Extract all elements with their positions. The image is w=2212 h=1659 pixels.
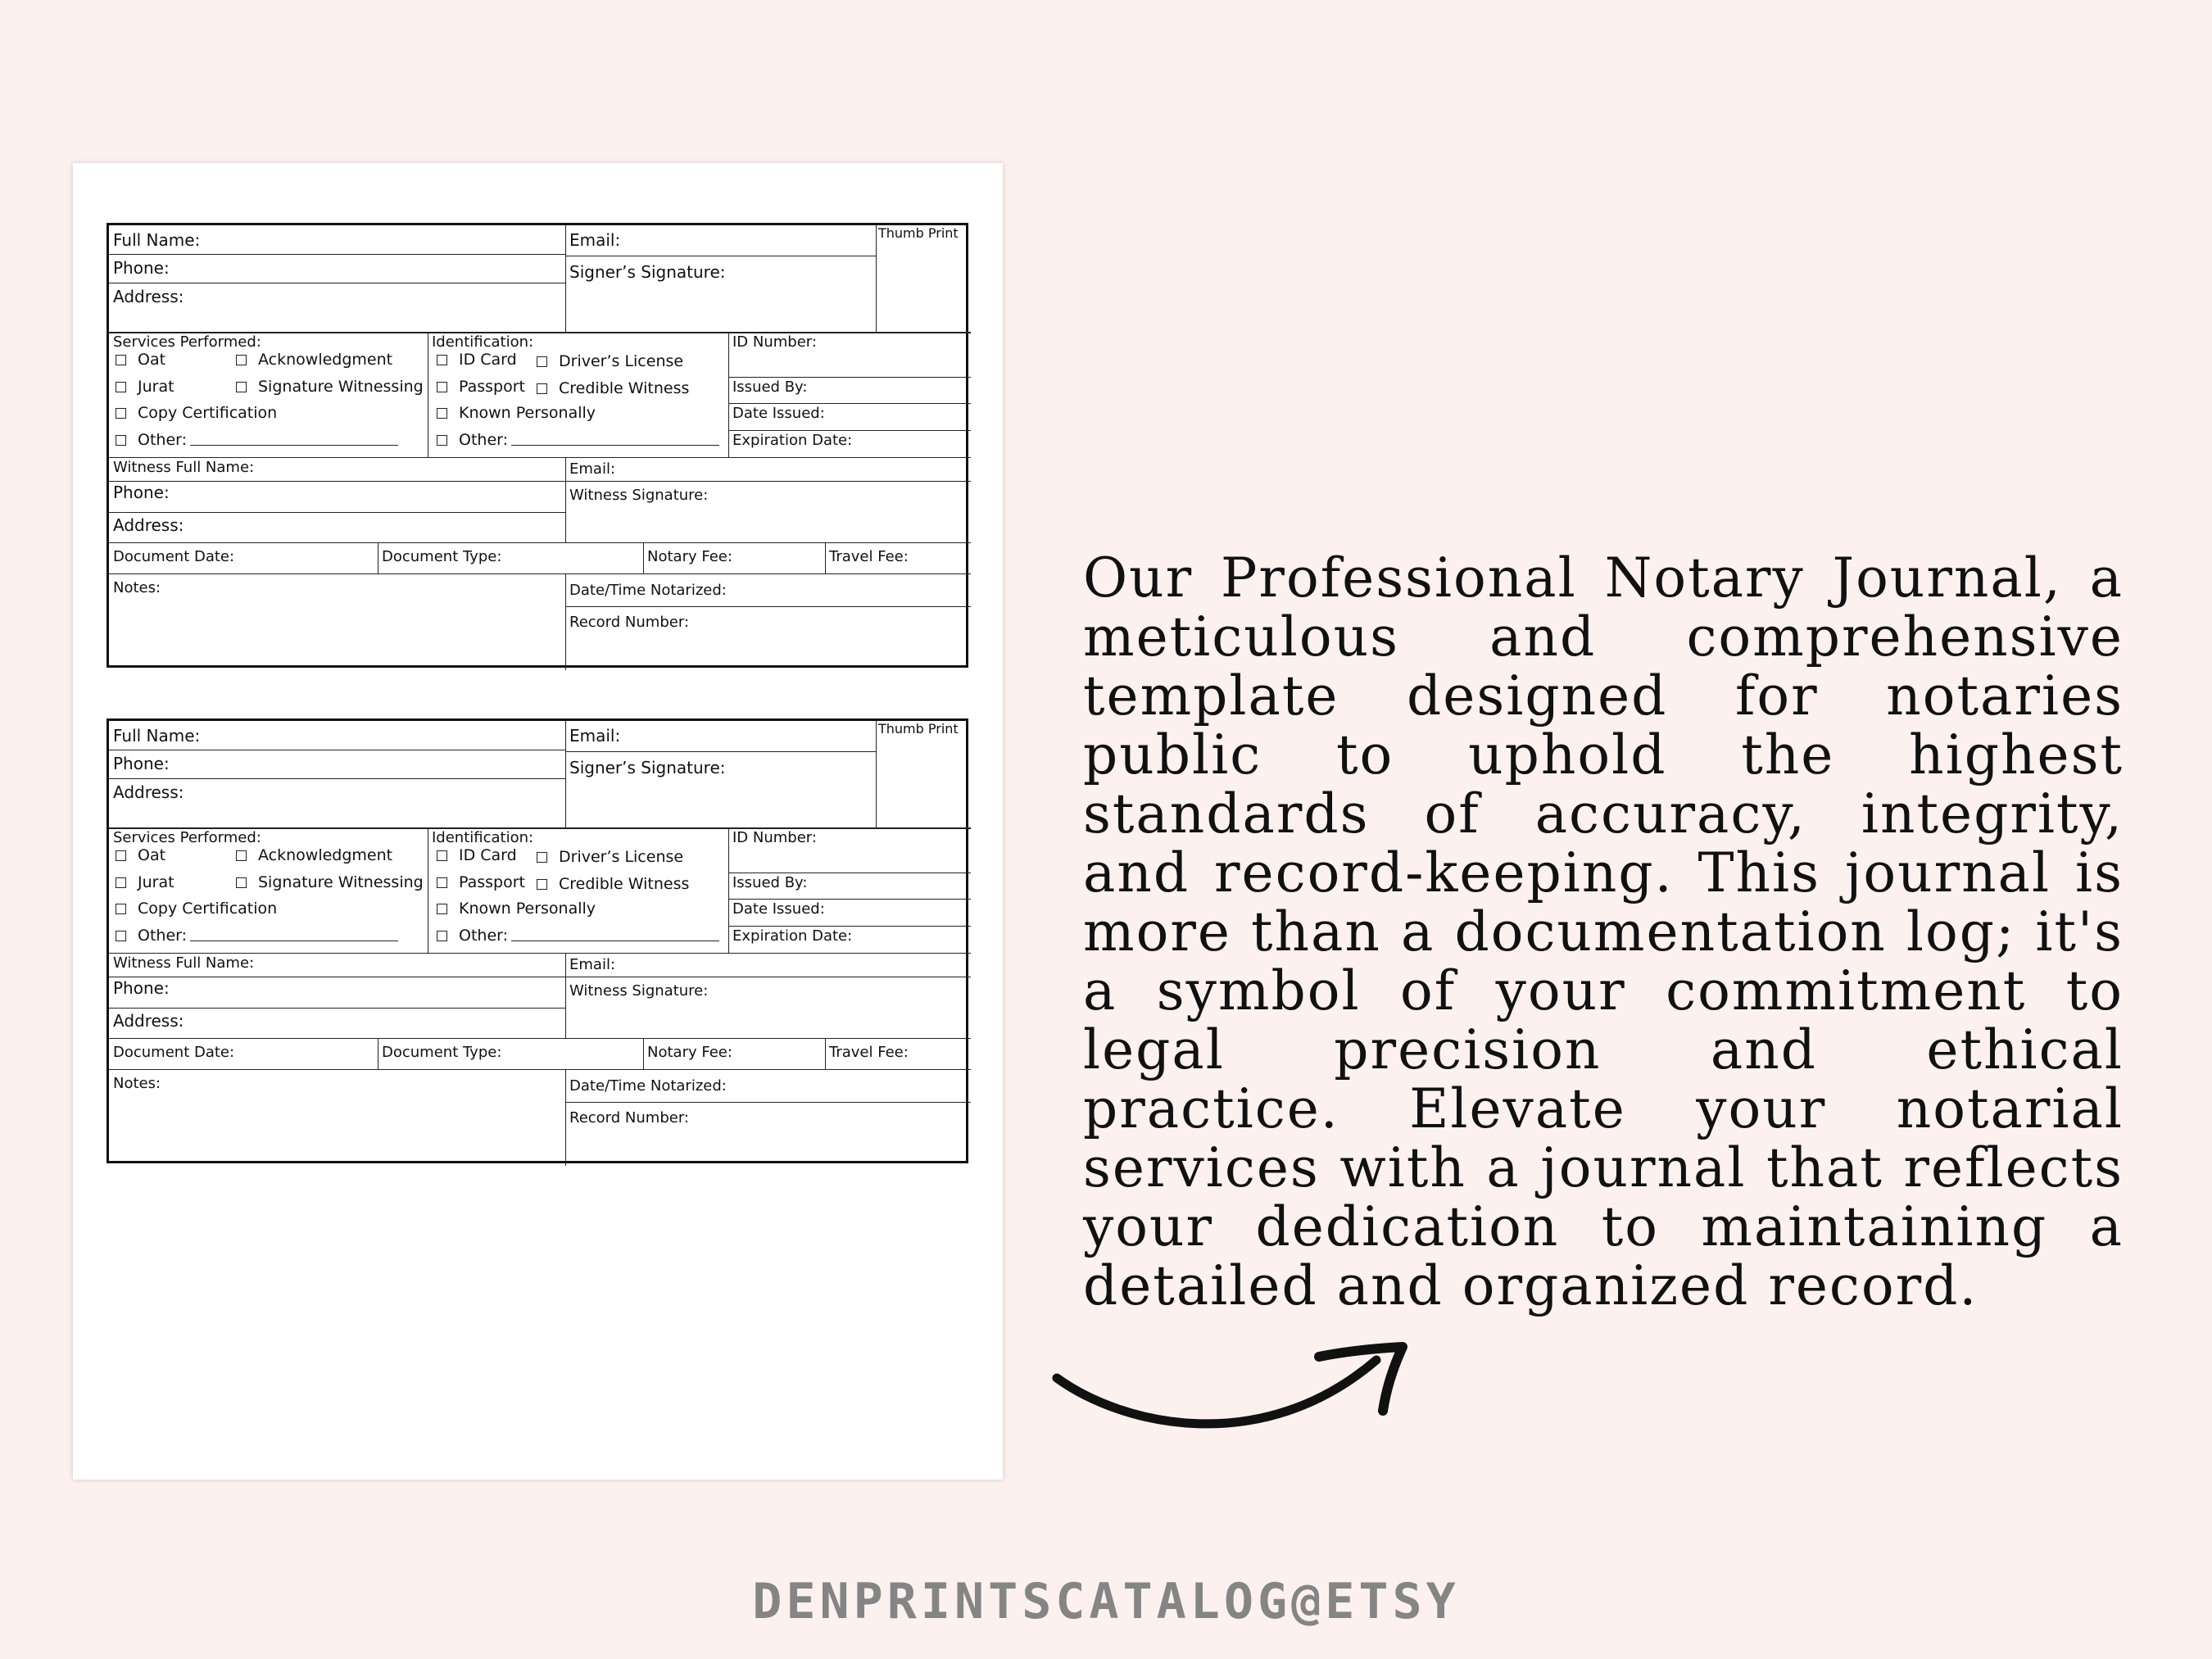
signers-signature-label: Signer’s Signature: (569, 758, 726, 777)
notary-fee-label: Notary Fee: (647, 548, 732, 565)
travel-fee-label: Travel Fee: (829, 548, 909, 565)
checkbox-icon[interactable] (437, 355, 447, 365)
issued-by-label: Issued By: (732, 378, 808, 396)
passport-option[interactable]: Passport (437, 873, 525, 891)
checkbox-icon[interactable] (116, 931, 126, 941)
service-other-option[interactable]: Other: (116, 431, 398, 449)
witness-address-label: Address: (113, 1011, 184, 1031)
checkbox-icon[interactable] (116, 435, 126, 446)
services-performed-label: Services Performed: (113, 829, 261, 846)
curved-arrow-icon (1049, 1335, 1426, 1466)
service-signature-witnessing-option[interactable]: Signature Witnessing (236, 378, 424, 396)
checkbox-icon[interactable] (116, 355, 126, 365)
id-number-label: ID Number: (732, 829, 817, 846)
date-issued-label: Date Issued: (732, 405, 825, 422)
checkbox-icon[interactable] (437, 382, 447, 392)
service-oat-option[interactable]: Oat (116, 846, 165, 864)
id-card-option[interactable]: ID Card (437, 846, 517, 864)
checkbox-icon[interactable] (116, 382, 126, 392)
expiration-date-label: Expiration Date: (732, 927, 853, 945)
service-other-option[interactable]: Other: (116, 927, 398, 945)
issued-by-label: Issued By: (732, 874, 808, 891)
signers-signature-label: Signer’s Signature: (569, 262, 726, 282)
service-acknowledgment-option[interactable]: Acknowledgment (236, 846, 392, 864)
service-oat-option[interactable]: Oat (116, 351, 165, 369)
service-acknowledgment-option[interactable]: Acknowledgment (236, 351, 392, 369)
witness-phone-label: Phone: (113, 483, 170, 502)
checkbox-icon[interactable] (236, 877, 247, 888)
datetime-notarized-label: Date/Time Notarized: (569, 1077, 727, 1095)
service-signature-witnessing-option[interactable]: Signature Witnessing (236, 873, 424, 891)
service-copy-certification-option[interactable]: Copy Certification (116, 900, 277, 918)
checkbox-icon[interactable] (116, 877, 126, 888)
id-other-option[interactable]: Other: (437, 431, 719, 449)
phone-label: Phone: (113, 258, 170, 278)
checkbox-icon[interactable] (537, 879, 547, 890)
travel-fee-label: Travel Fee: (829, 1044, 909, 1061)
checkbox-icon[interactable] (437, 877, 447, 888)
journal-entry (107, 223, 968, 668)
checkbox-icon[interactable] (116, 408, 126, 419)
notes-label: Notes: (113, 579, 161, 596)
address-label: Address: (113, 287, 184, 306)
email-label: Email: (569, 726, 621, 746)
drivers-license-option[interactable]: Driver’s License (537, 848, 683, 866)
journal-entry (107, 718, 968, 1163)
checkbox-icon[interactable] (116, 850, 126, 861)
product-description: Our Professional Notary Journal, a meticulous and comprehensive template designed for notaries public to uphold the highest standards of accuracy, integrity, and record-keeping. This journal is more than a documentation log; it's a symbol of your commitment to legal precision and ethical practice. Elevate your notarial services with a journal that reflects your dedication to maintaining a detailed and organized record. (1083, 546, 2124, 1317)
checkbox-icon[interactable] (437, 435, 447, 446)
notary-fee-label: Notary Fee: (647, 1044, 732, 1061)
email-label: Email: (569, 230, 621, 250)
record-number-label: Record Number: (569, 1109, 689, 1126)
checkbox-icon[interactable] (537, 383, 547, 394)
document-date-label: Document Date: (113, 548, 235, 565)
checkbox-icon[interactable] (437, 850, 447, 861)
shop-watermark: DENPRINTSCATALOG@ETSY (752, 1573, 1460, 1630)
checkbox-icon[interactable] (437, 904, 447, 914)
id-card-option[interactable]: ID Card (437, 351, 517, 369)
record-number-label: Record Number: (569, 614, 689, 631)
known-personally-option[interactable]: Known Personally (437, 404, 596, 422)
notes-label: Notes: (113, 1075, 161, 1092)
witness-phone-label: Phone: (113, 978, 170, 998)
services-performed-label: Services Performed: (113, 333, 261, 351)
service-copy-certification-option[interactable]: Copy Certification (116, 404, 277, 422)
journal-page (73, 163, 1003, 1480)
witness-full-name-label: Witness Full Name: (113, 459, 255, 476)
drivers-license-option[interactable]: Driver’s License (537, 352, 683, 370)
document-type-label: Document Type: (382, 1044, 502, 1061)
thumb-print-label: Thumb Print (878, 721, 959, 737)
witness-signature-label: Witness Signature: (569, 982, 709, 999)
service-jurat-option[interactable]: Jurat (116, 873, 175, 891)
checkbox-icon[interactable] (236, 850, 247, 861)
date-issued-label: Date Issued: (732, 900, 825, 918)
address-label: Address: (113, 782, 184, 802)
witness-email-label: Email: (569, 460, 616, 478)
service-jurat-option[interactable]: Jurat (116, 378, 175, 396)
checkbox-icon[interactable] (537, 356, 547, 367)
document-date-label: Document Date: (113, 1044, 235, 1061)
full-name-label: Full Name: (113, 726, 201, 746)
checkbox-icon[interactable] (437, 931, 447, 941)
id-number-label: ID Number: (732, 333, 817, 351)
passport-option[interactable]: Passport (437, 378, 525, 396)
witness-full-name-label: Witness Full Name: (113, 954, 255, 972)
full-name-label: Full Name: (113, 230, 201, 250)
identification-label: Identification: (432, 829, 534, 846)
datetime-notarized-label: Date/Time Notarized: (569, 582, 727, 599)
witness-email-label: Email: (569, 956, 616, 973)
phone-label: Phone: (113, 754, 170, 773)
thumb-print-label: Thumb Print (878, 225, 959, 241)
checkbox-icon[interactable] (116, 904, 126, 914)
checkbox-icon[interactable] (236, 382, 247, 392)
checkbox-icon[interactable] (236, 355, 247, 365)
witness-address-label: Address: (113, 515, 184, 535)
identification-label: Identification: (432, 333, 534, 351)
checkbox-icon[interactable] (437, 408, 447, 419)
credible-witness-option[interactable]: Credible Witness (537, 379, 689, 397)
document-type-label: Document Type: (382, 548, 502, 565)
witness-signature-label: Witness Signature: (569, 487, 709, 504)
known-personally-option[interactable]: Known Personally (437, 900, 596, 918)
id-other-option[interactable]: Other: (437, 927, 719, 945)
expiration-date-label: Expiration Date: (732, 432, 853, 449)
credible-witness-option[interactable]: Credible Witness (537, 875, 689, 893)
checkbox-icon[interactable] (537, 852, 547, 863)
